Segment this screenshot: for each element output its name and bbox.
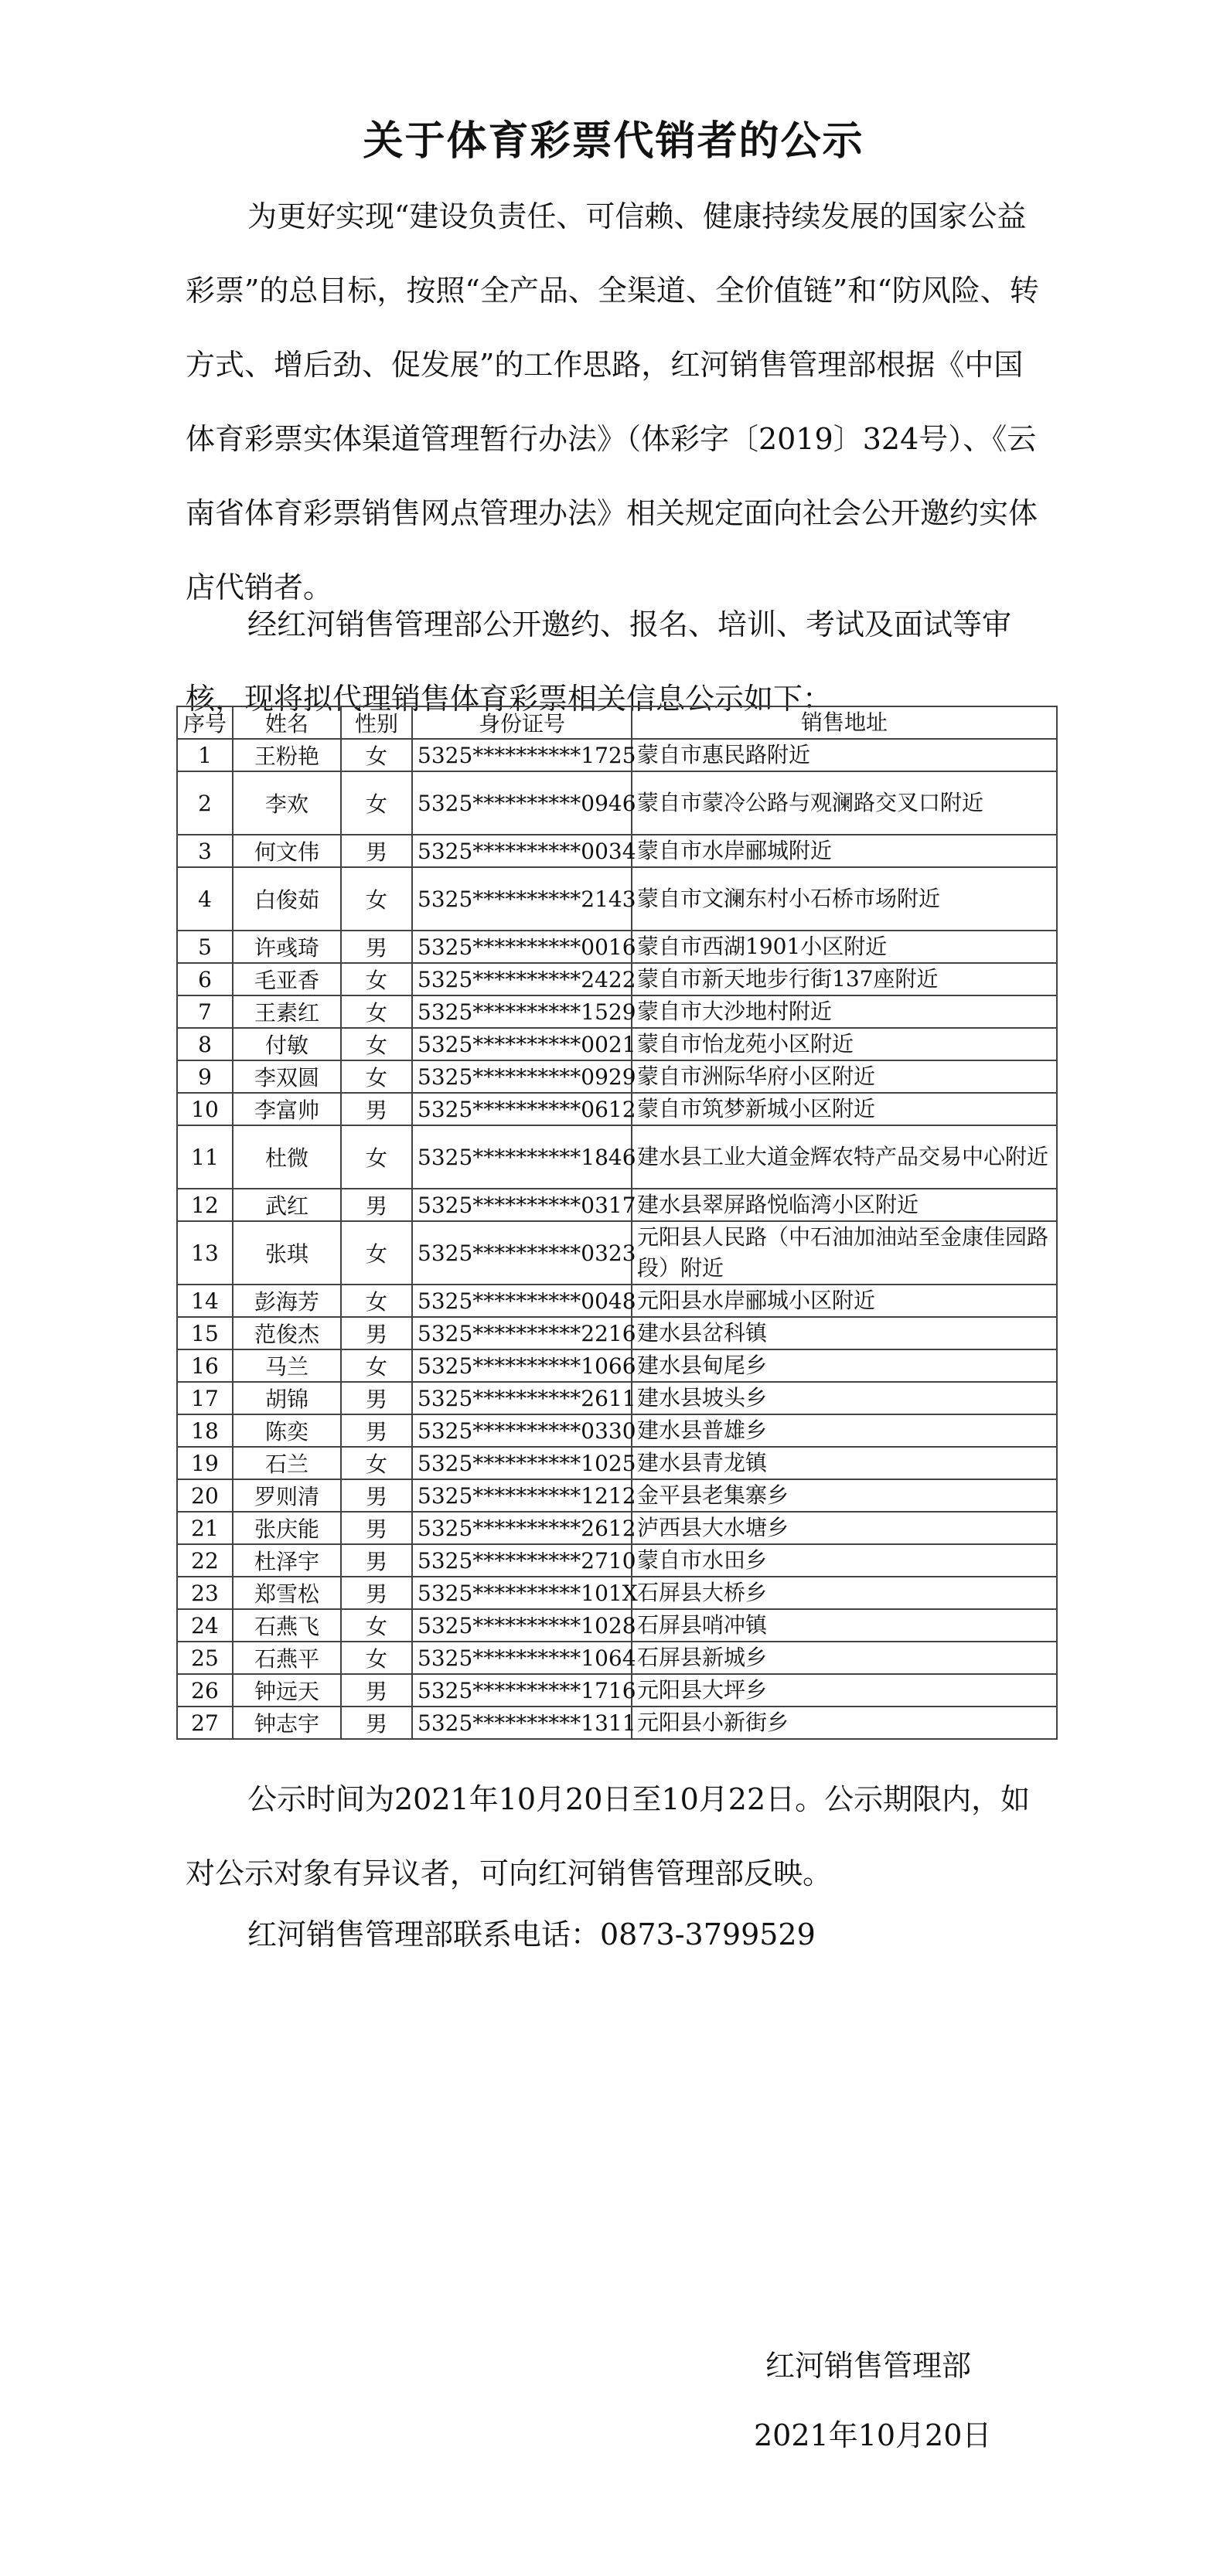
cell-address: 蒙自市水田乡: [632, 1544, 1057, 1577]
table-header-row: [177, 706, 1057, 739]
cell-id: 5325**********1212: [412, 1479, 632, 1512]
cell-address: 蒙自市大沙地村附近: [632, 995, 1057, 1028]
cell-name: 胡锦: [233, 1382, 341, 1414]
cell-no: 6: [177, 963, 233, 995]
cell-address: 蒙自市水岸郦城附近: [632, 835, 1057, 867]
cell-sex: 女: [341, 1285, 412, 1317]
table-row: [177, 1317, 1057, 1349]
cell-no: 8: [177, 1028, 233, 1060]
cell-sex: 女: [341, 1060, 412, 1093]
header-address: 销售地址: [632, 706, 1057, 739]
cell-id: 5325**********0034: [412, 835, 632, 867]
cell-id: 5325**********1066: [412, 1349, 632, 1382]
cell-name: 杜微: [233, 1125, 341, 1189]
intro-paragraph: 为更好实现“建设负责任、可信赖、健康持续发展的国家公益彩票”的总目标，按照“全产品、全渠道、全价值链”和“防风险、转方式、增后劲、促发展”的工作思路，红河销售管理部根据《中国体育彩票实体渠道管理暂行办法》（体彩字〔2019〕324号）、《云南省体育彩票销售网点管理办法》相关规定面向社会公开邀约实体店代销者。: [186, 199, 1039, 604]
cell-name: 白俊茹: [233, 867, 341, 931]
cell-name: 罗则清: [233, 1479, 341, 1512]
table-row: [177, 1349, 1057, 1382]
table-row: [177, 995, 1057, 1028]
cell-sex: 男: [341, 1674, 412, 1707]
table-row: [177, 771, 1057, 835]
cell-no: 19: [177, 1447, 233, 1479]
cell-sex: 男: [341, 1577, 412, 1609]
cell-no: 12: [177, 1189, 233, 1221]
cell-sex: 男: [341, 1414, 412, 1447]
header-sex: 性别: [341, 706, 412, 739]
cell-sex: 男: [341, 1707, 412, 1739]
cell-id: 5325**********0929: [412, 1060, 632, 1093]
cell-id: 5325**********1725: [412, 739, 632, 771]
cell-no: 16: [177, 1349, 233, 1382]
cell-sex: 女: [341, 995, 412, 1028]
cell-name: 毛亚香: [233, 963, 341, 995]
cell-address: 建水县青龙镇: [632, 1447, 1057, 1479]
cell-address: 石屏县哨冲镇: [632, 1609, 1057, 1642]
cell-no: 23: [177, 1577, 233, 1609]
review-paragraph: 经红河销售管理部公开邀约、报名、培训、考试及面试等审核，现将拟代理销售体育彩票相关信息公示如下：: [186, 607, 1012, 716]
cell-id: 5325**********0048: [412, 1285, 632, 1317]
cell-name: 李欢: [233, 771, 341, 835]
cell-address: 元阳县小新街乡: [632, 1707, 1057, 1739]
cell-address: 建水县甸尾乡: [632, 1349, 1057, 1382]
cell-sex: 男: [341, 1544, 412, 1577]
cell-no: 7: [177, 995, 233, 1028]
cell-no: 25: [177, 1642, 233, 1674]
cell-sex: 女: [341, 1221, 412, 1285]
cell-sex: 男: [341, 1512, 412, 1544]
cell-sex: 男: [341, 1479, 412, 1512]
signature-org: 红河销售管理部: [765, 2349, 972, 2383]
cell-name: 钟志宇: [233, 1707, 341, 1739]
cell-sex: 女: [341, 1125, 412, 1189]
cell-name: 彭海芳: [233, 1285, 341, 1317]
table-row: [177, 1221, 1057, 1285]
cell-id: 5325**********0946: [412, 771, 632, 835]
cell-name: 杜泽宇: [233, 1544, 341, 1577]
cell-address: 建水县坡头乡: [632, 1382, 1057, 1414]
cell-sex: 女: [341, 1447, 412, 1479]
table-row: [177, 1707, 1057, 1739]
table-row: [177, 1060, 1057, 1093]
table-row: [177, 739, 1057, 771]
table-row: [177, 867, 1057, 931]
cell-name: 张琪: [233, 1221, 341, 1285]
table-row: [177, 1414, 1057, 1447]
cell-sex: 男: [341, 835, 412, 867]
cell-sex: 男: [341, 1382, 412, 1414]
table-row: [177, 1447, 1057, 1479]
cell-sex: 男: [341, 931, 412, 963]
period-paragraph: 公示时间为2021年10月20日至10月22日。公示期限内，如对公示对象有异议者，可向红河销售管理部反映。: [186, 1782, 1031, 1890]
cell-no: 13: [177, 1221, 233, 1285]
cell-name: 武红: [233, 1189, 341, 1221]
cell-address: 蒙自市文澜东村小石桥市场附近: [632, 867, 1057, 931]
cell-sex: 女: [341, 963, 412, 995]
table-row: [177, 1609, 1057, 1642]
cell-name: 付敏: [233, 1028, 341, 1060]
cell-id: 5325**********0317: [412, 1189, 632, 1221]
table-row: [177, 1028, 1057, 1060]
cell-address: 金平县老集寨乡: [632, 1479, 1057, 1512]
table-row: [177, 1285, 1057, 1317]
cell-id: 5325**********1529: [412, 995, 632, 1028]
cell-id: 5325**********1846: [412, 1125, 632, 1189]
cell-no: 5: [177, 931, 233, 963]
cell-sex: 女: [341, 1609, 412, 1642]
cell-id: 5325**********0016: [412, 931, 632, 963]
header-id: 身份证号: [412, 706, 632, 739]
cell-address: 蒙自市蒙冷公路与观澜路交叉口附近: [632, 771, 1057, 835]
cell-no: 2: [177, 771, 233, 835]
cell-name: 范俊杰: [233, 1317, 341, 1349]
cell-name: 李富帅: [233, 1093, 341, 1125]
cell-no: 14: [177, 1285, 233, 1317]
cell-sex: 女: [341, 867, 412, 931]
cell-id: 5325**********1311: [412, 1707, 632, 1739]
cell-sex: 男: [341, 1093, 412, 1125]
cell-name: 何文伟: [233, 835, 341, 867]
cell-no: 4: [177, 867, 233, 931]
table-body: [177, 739, 1057, 1739]
cell-address: 元阳县人民路（中石油加油站至金康佳园路段）附近: [632, 1221, 1057, 1285]
cell-sex: 女: [341, 1642, 412, 1674]
cell-no: 15: [177, 1317, 233, 1349]
cell-address: 元阳县大坪乡: [632, 1674, 1057, 1707]
cell-sex: 女: [341, 1349, 412, 1382]
table-row: [177, 931, 1057, 963]
agent-table: [176, 706, 1058, 1740]
cell-no: 3: [177, 835, 233, 867]
table-row: [177, 1125, 1057, 1189]
cell-name: 王粉艳: [233, 739, 341, 771]
cell-address: 建水县普雄乡: [632, 1414, 1057, 1447]
cell-no: 22: [177, 1544, 233, 1577]
table-row: [177, 1577, 1057, 1609]
cell-address: 建水县工业大道金辉农特产品交易中心附近: [632, 1125, 1057, 1189]
cell-no: 27: [177, 1707, 233, 1739]
cell-address: 石屏县大桥乡: [632, 1577, 1057, 1609]
cell-no: 1: [177, 739, 233, 771]
cell-address: 蒙自市惠民路附近: [632, 739, 1057, 771]
cell-name: 石兰: [233, 1447, 341, 1479]
cell-no: 20: [177, 1479, 233, 1512]
cell-id: 5325**********0021: [412, 1028, 632, 1060]
cell-sex: 女: [341, 1028, 412, 1060]
cell-address: 蒙自市怡龙苑小区附近: [632, 1028, 1057, 1060]
table-row: [177, 835, 1057, 867]
cell-id: 5325**********1028: [412, 1609, 632, 1642]
cell-name: 王素红: [233, 995, 341, 1028]
cell-name: 张庆能: [233, 1512, 341, 1544]
table-row: [177, 963, 1057, 995]
cell-address: 建水县岔科镇: [632, 1317, 1057, 1349]
table-row: [177, 1093, 1057, 1125]
cell-name: 陈奕: [233, 1414, 341, 1447]
cell-id: 5325**********2611: [412, 1382, 632, 1414]
cell-no: 17: [177, 1382, 233, 1414]
cell-name: 钟远天: [233, 1674, 341, 1707]
cell-id: 5325**********2710: [412, 1544, 632, 1577]
cell-id: 5325**********1716: [412, 1674, 632, 1707]
cell-no: 21: [177, 1512, 233, 1544]
cell-name: 马兰: [233, 1349, 341, 1382]
cell-address: 蒙自市筑梦新城小区附近: [632, 1093, 1057, 1125]
table-row: [177, 1189, 1057, 1221]
table-row: [177, 1642, 1057, 1674]
cell-sex: 男: [341, 1317, 412, 1349]
cell-no: 18: [177, 1414, 233, 1447]
table-row: [177, 1544, 1057, 1577]
cell-id: 5325**********2143: [412, 867, 632, 931]
cell-name: 郑雪松: [233, 1577, 341, 1609]
cell-sex: 女: [341, 739, 412, 771]
cell-id: 5325**********2422: [412, 963, 632, 995]
cell-id: 5325**********2612: [412, 1512, 632, 1544]
cell-sex: 男: [341, 1189, 412, 1221]
cell-address: 蒙自市新天地步行街137座附近: [632, 963, 1057, 995]
cell-id: 5325**********0330: [412, 1414, 632, 1447]
cell-no: 9: [177, 1060, 233, 1093]
page-title: 关于体育彩票代销者的公示: [363, 117, 864, 165]
cell-name: 石燕平: [233, 1642, 341, 1674]
cell-address: 蒙自市西湖1901小区附近: [632, 931, 1057, 963]
cell-address: 建水县翠屏路悦临湾小区附近: [632, 1189, 1057, 1221]
cell-name: 许彧琦: [233, 931, 341, 963]
cell-id: 5325**********0612: [412, 1093, 632, 1125]
table-row: [177, 1512, 1057, 1544]
header-name: 姓名: [233, 706, 341, 739]
cell-sex: 女: [341, 771, 412, 835]
table-row: [177, 1479, 1057, 1512]
table-row: [177, 1674, 1057, 1707]
cell-name: 李双圆: [233, 1060, 341, 1093]
cell-address: 元阳县水岸郦城小区附近: [632, 1285, 1057, 1317]
signature-date: 2021年10月20日: [754, 2418, 992, 2452]
cell-no: 26: [177, 1674, 233, 1707]
cell-name: 石燕飞: [233, 1609, 341, 1642]
cell-id: 5325**********1025: [412, 1447, 632, 1479]
cell-id: 5325**********0323: [412, 1221, 632, 1285]
cell-address: 蒙自市洲际华府小区附近: [632, 1060, 1057, 1093]
cell-address: 泸西县大水塘乡: [632, 1512, 1057, 1544]
cell-id: 5325**********2216: [412, 1317, 632, 1349]
table-row: [177, 1382, 1057, 1414]
cell-no: 11: [177, 1125, 233, 1189]
cell-address: 石屏县新城乡: [632, 1642, 1057, 1674]
contact-paragraph: 红河销售管理部联系电话：0873-3799529: [247, 1918, 816, 1952]
header-no: 序号: [177, 706, 233, 739]
cell-no: 10: [177, 1093, 233, 1125]
cell-no: 24: [177, 1609, 233, 1642]
cell-id: 5325**********101X: [412, 1577, 632, 1609]
cell-id: 5325**********1064: [412, 1642, 632, 1674]
